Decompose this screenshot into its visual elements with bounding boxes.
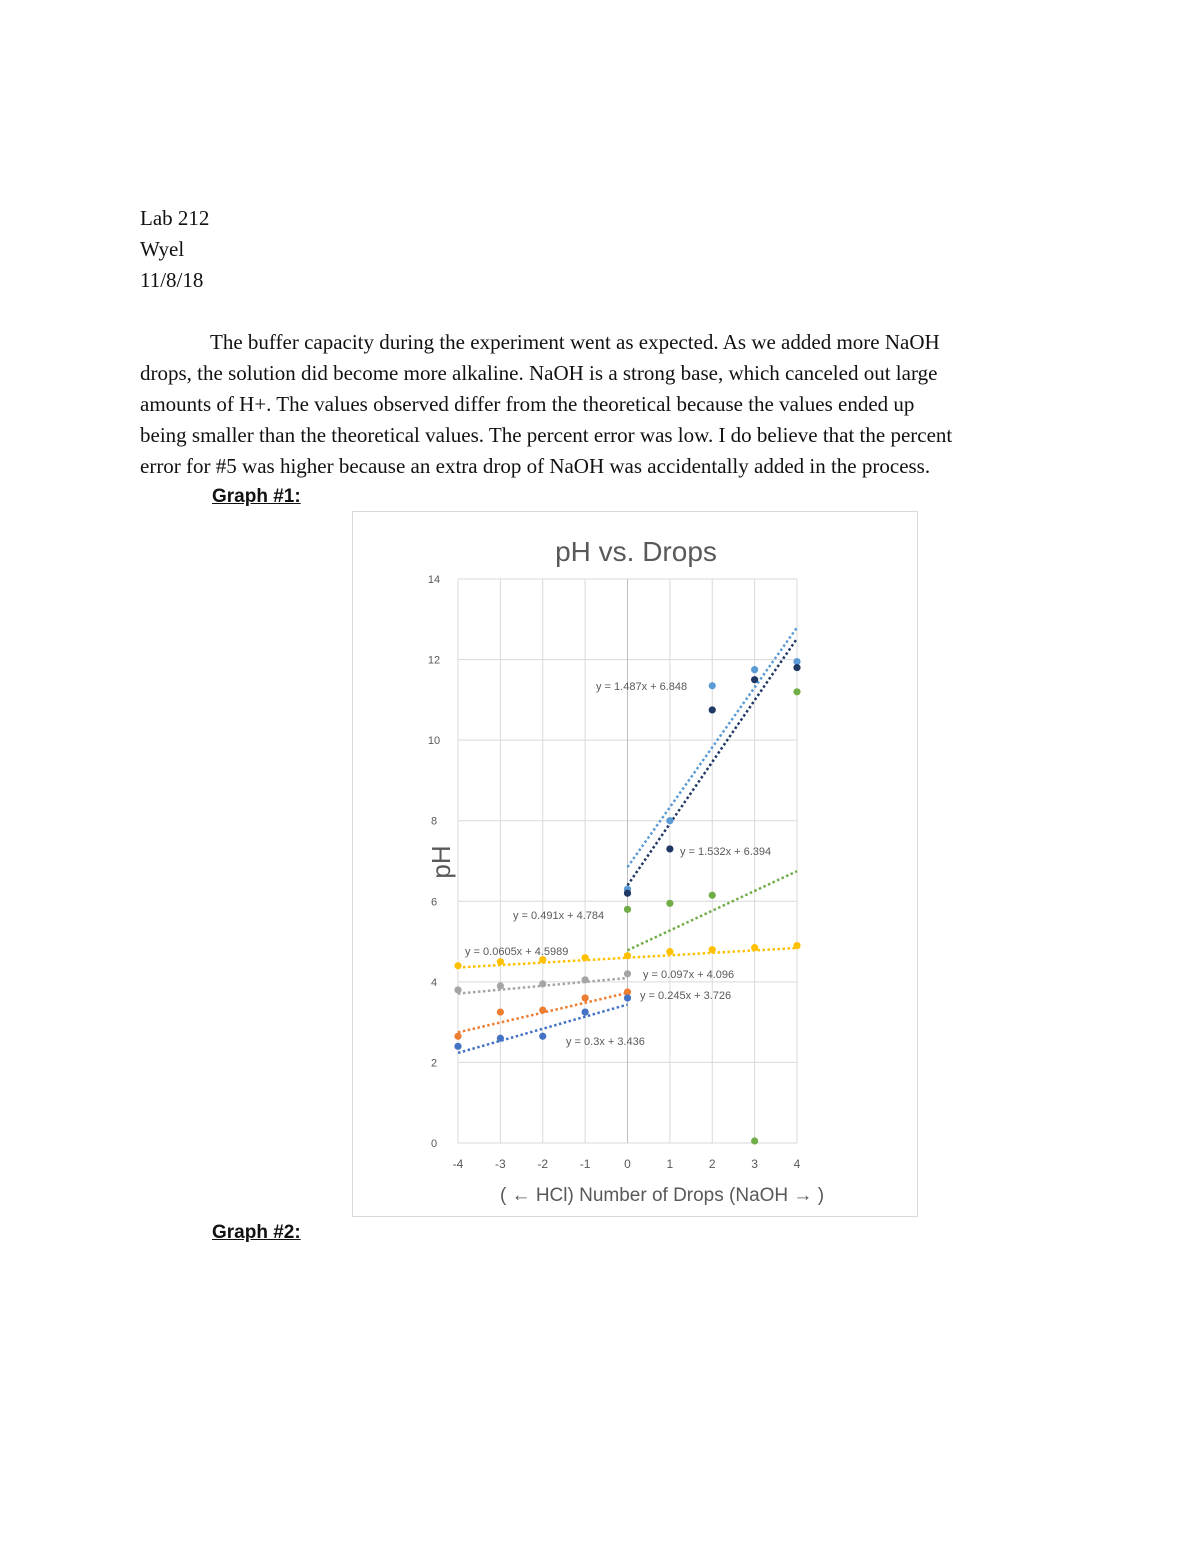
data-point (751, 676, 758, 683)
data-point (624, 994, 631, 1001)
data-point (709, 892, 716, 899)
x-tick-label: 1 (666, 1157, 674, 1171)
x-tick-label: 2 (708, 1157, 716, 1171)
x-tick-label: -1 (579, 1157, 591, 1171)
data-point (666, 845, 673, 852)
data-point (539, 980, 546, 987)
data-point (666, 817, 673, 824)
x-tick-label: 0 (624, 1157, 631, 1171)
data-point (582, 1008, 589, 1015)
x-axis-label: ( ← HCl) Number of Drops (NaOH → ) (499, 1185, 825, 1206)
y-tick-label: 0 (430, 1138, 438, 1150)
data-point (709, 682, 716, 689)
data-point (751, 944, 758, 951)
data-point (624, 952, 631, 959)
data-point (624, 890, 631, 897)
paragraph-line: being smaller than the theoretical values. The percent error was low. I do believe that the percent (140, 423, 953, 447)
chart-grid (458, 579, 797, 1143)
trendline-equation: y = 0.0605x + 4.5989 (465, 946, 569, 958)
x-tick-label: 4 (793, 1157, 801, 1171)
data-point (793, 688, 800, 695)
y-tick-label: 14 (427, 574, 441, 586)
graph-1-heading: Graph #1: (212, 486, 301, 507)
body-paragraph (140, 327, 1070, 482)
paragraph-line: error for #5 was higher because an extra drop of NaOH was accidentally added in the process. (140, 454, 931, 478)
data-point (751, 1137, 758, 1144)
trendline-equation: y = 0.491x + 4.784 (513, 910, 605, 922)
data-point (497, 982, 504, 989)
x-tick-label: -2 (537, 1157, 549, 1171)
data-point (539, 1006, 546, 1013)
trendline-equation: y = 0.097x + 4.096 (643, 969, 735, 981)
y-axis-label: pH (426, 845, 456, 879)
paragraph-line: drops, the solution did become more alkaline. NaOH is a strong base, which canceled out large (140, 361, 938, 385)
paragraph-line: amounts of H+. The values observed differ from the theoretical because the values ended up (140, 392, 915, 416)
y-tick-label: 2 (430, 1057, 438, 1070)
chart-ticks (428, 574, 801, 1171)
data-point (454, 1033, 461, 1040)
chart-equations (465, 681, 771, 1048)
data-point (709, 946, 716, 953)
data-point (454, 1043, 461, 1050)
x-tick-label: 3 (751, 1157, 758, 1171)
data-point (454, 986, 461, 993)
paragraph-line: The buffer capacity during the experiment went as expected. As we added more NaOH (210, 330, 940, 354)
ph-vs-drops-chart (353, 512, 919, 1218)
data-point (666, 900, 673, 907)
trendline-equation: y = 0.245x + 3.726 (640, 990, 732, 1002)
data-point (497, 1008, 504, 1015)
data-point (497, 1035, 504, 1042)
data-point (793, 664, 800, 671)
chart-title: pH vs. Drops (555, 536, 717, 567)
data-point (709, 706, 716, 713)
data-point (624, 906, 631, 913)
trendline-equation: y = 1.487x + 6.848 (596, 681, 688, 693)
lab-number: Lab 212 (140, 206, 210, 230)
data-point (666, 948, 673, 955)
trendline-equation: y = 1.532x + 6.394 (680, 846, 772, 858)
y-tick-label: 10 (427, 735, 441, 748)
x-tick-label: -4 (452, 1157, 464, 1171)
data-point (497, 958, 504, 965)
y-tick-label: 8 (430, 815, 438, 828)
data-point (454, 962, 461, 969)
data-point (582, 954, 589, 961)
y-tick-label: 12 (427, 654, 441, 667)
data-point (539, 1033, 546, 1040)
data-point (793, 942, 800, 949)
date: 11/8/18 (140, 268, 204, 292)
trendline-equation: y = 0.3x + 3.436 (566, 1036, 645, 1048)
data-point (624, 970, 631, 977)
chart-frame (352, 511, 918, 1217)
data-point (751, 666, 758, 673)
author-name: Wyel (140, 237, 185, 261)
y-tick-label: 4 (430, 976, 438, 989)
y-tick-label: 6 (430, 896, 438, 909)
data-point (582, 976, 589, 983)
data-point (582, 994, 589, 1001)
x-tick-label: -3 (495, 1157, 506, 1171)
graph-2-heading: Graph #2: (212, 1222, 301, 1243)
